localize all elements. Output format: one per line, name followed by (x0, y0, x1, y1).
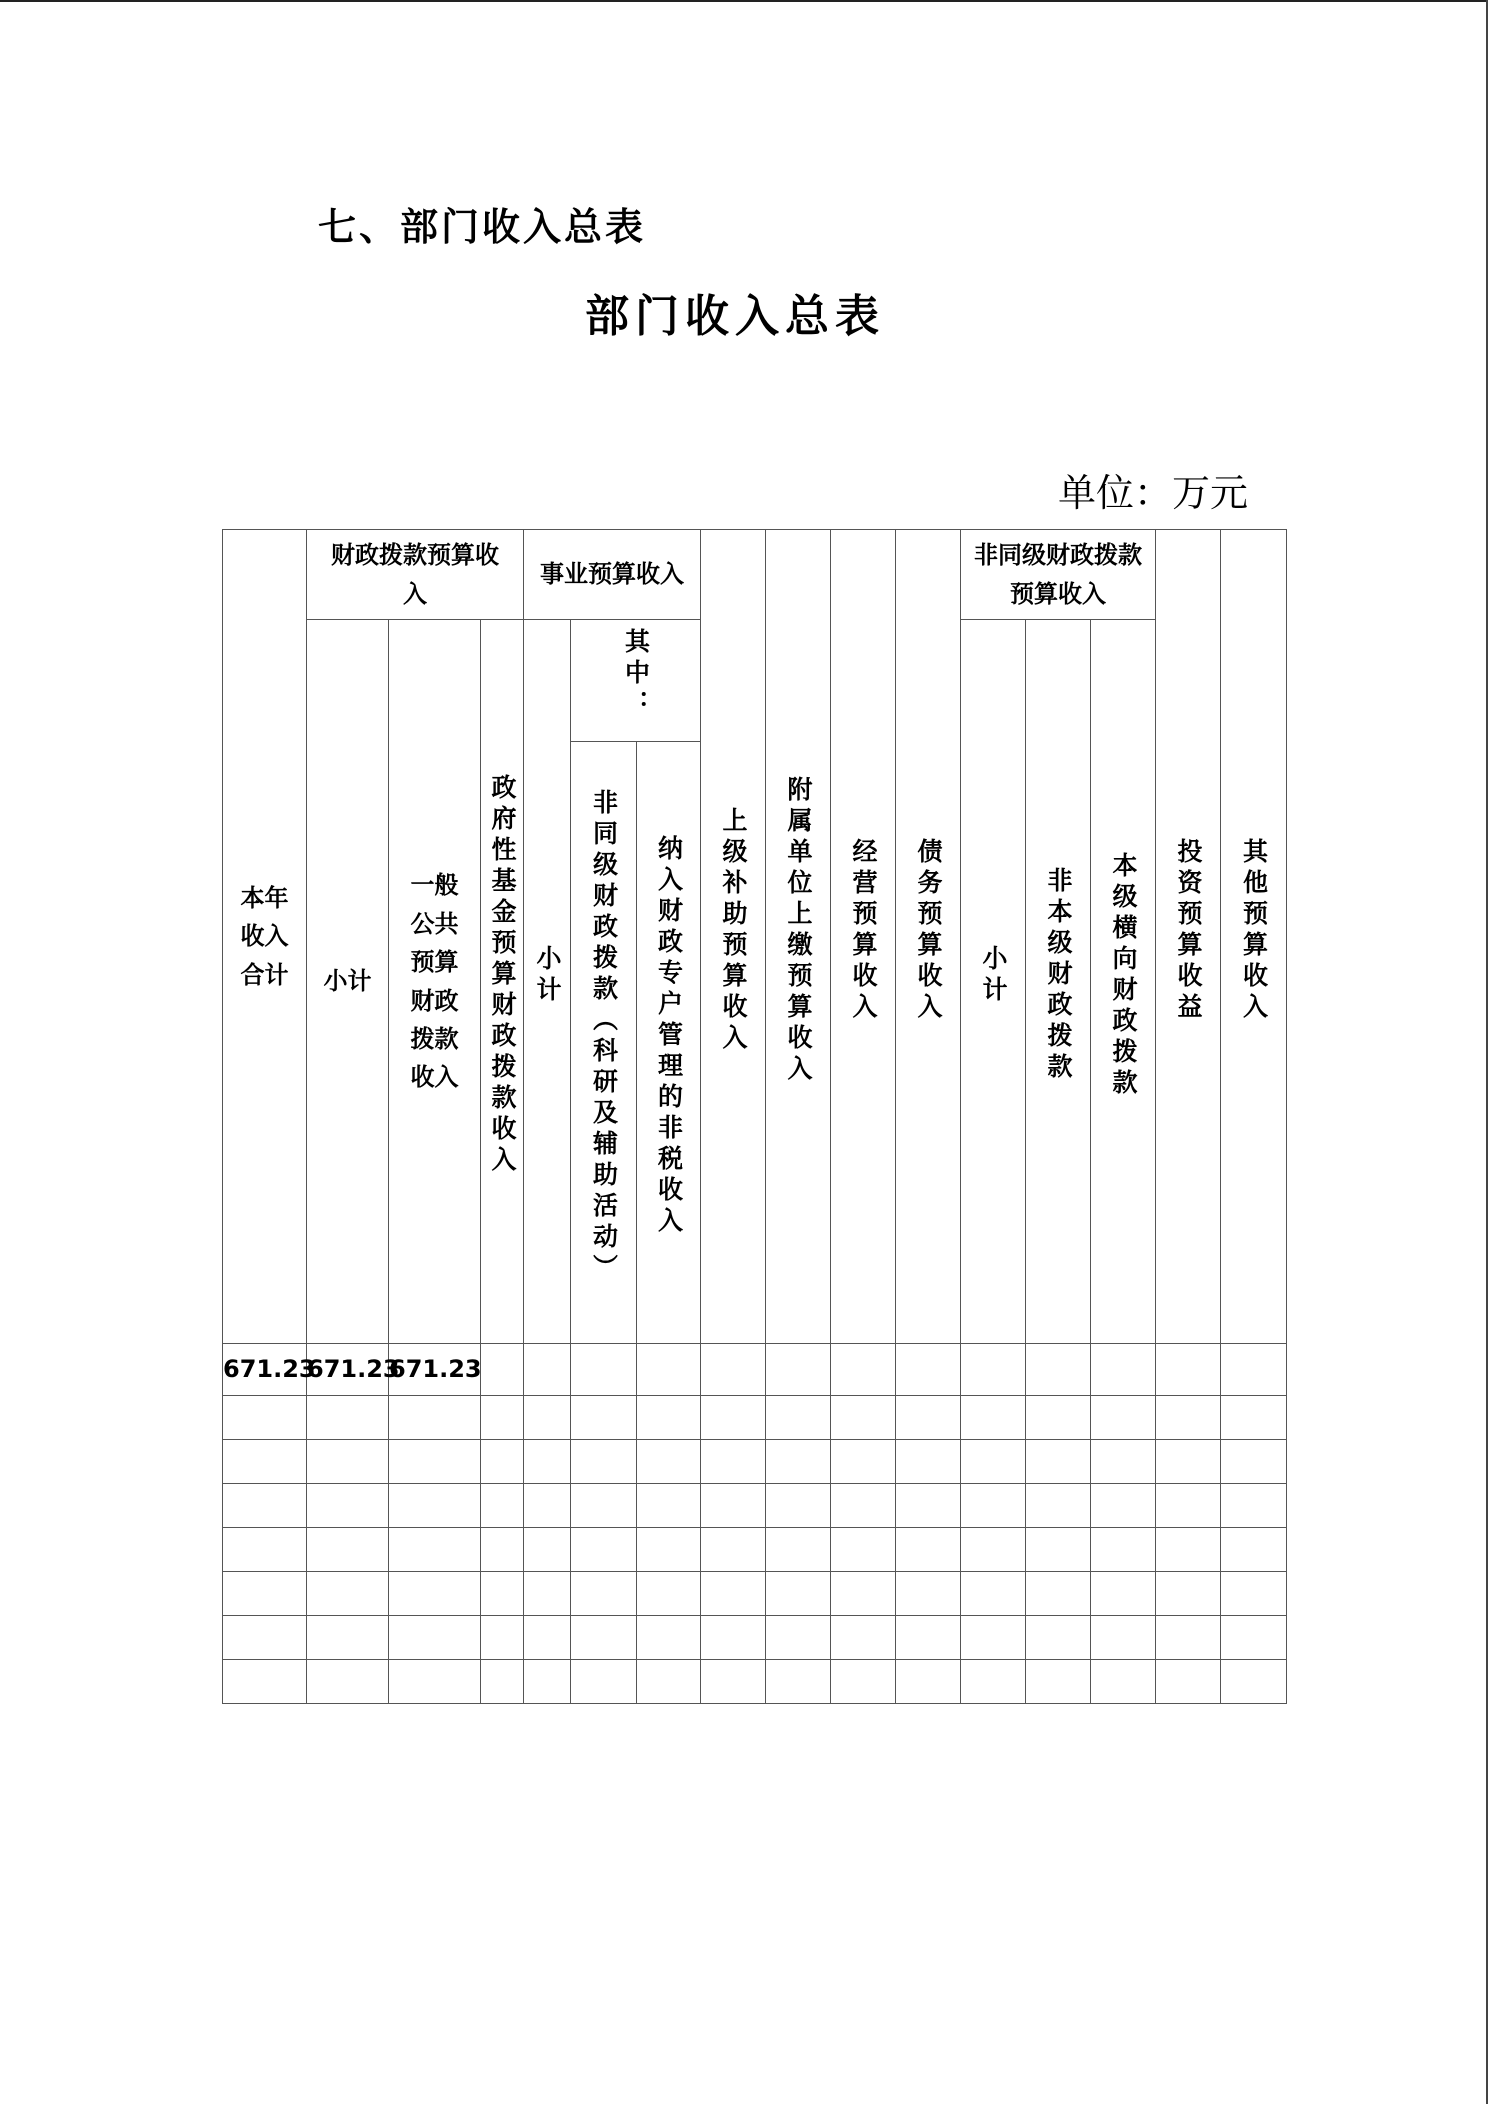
cell (961, 1572, 1026, 1616)
cell (1026, 1616, 1091, 1660)
cell: 671.23 (389, 1344, 481, 1396)
cell (701, 1528, 766, 1572)
cell (1091, 1660, 1156, 1704)
cell (896, 1528, 961, 1572)
cell (1156, 1396, 1221, 1440)
unit-label: 单位：万元 (1057, 471, 1248, 515)
cell (307, 1572, 389, 1616)
cell (1091, 1484, 1156, 1528)
header-nonsame-subtotal (961, 620, 1026, 1344)
cell (1221, 1616, 1287, 1660)
cell (223, 1396, 307, 1440)
header-fiscal-general (389, 620, 481, 1344)
header-operating (831, 530, 896, 1344)
cell (389, 1616, 481, 1660)
cell (524, 1616, 571, 1660)
cell (1026, 1660, 1091, 1704)
cell (1221, 1344, 1287, 1396)
cell (896, 1440, 961, 1484)
cell (896, 1344, 961, 1396)
cell (1156, 1616, 1221, 1660)
cell (961, 1344, 1026, 1396)
header-fiscal-group-text: 财政拨款预算收入 (331, 541, 499, 608)
header-debt (896, 530, 961, 1344)
cell (896, 1572, 961, 1616)
cell (389, 1528, 481, 1572)
header-business-group (524, 530, 701, 620)
header-fiscal-subtotal (307, 620, 389, 1344)
header-nonsame-subtotal-text: 小计 (979, 944, 1009, 1007)
header-superior-subsidy (701, 530, 766, 1344)
cell (481, 1528, 524, 1572)
cell (524, 1528, 571, 1572)
cell (389, 1440, 481, 1484)
header-affiliated-remit-text: 附属单位上缴预算收入 (784, 775, 814, 1086)
header-business-nonlevel (571, 742, 637, 1344)
cell (223, 1660, 307, 1704)
cell (389, 1396, 481, 1440)
cell (1156, 1344, 1221, 1396)
header-total-text: 本年收入合计 (240, 883, 289, 989)
cell (1221, 1440, 1287, 1484)
cell (1026, 1396, 1091, 1440)
header-nonsame-group (961, 530, 1156, 620)
cell (766, 1660, 831, 1704)
header-business-of-which (571, 620, 701, 742)
cell (223, 1528, 307, 1572)
cell (701, 1344, 766, 1396)
cell (637, 1396, 701, 1440)
cell (896, 1616, 961, 1660)
cell (766, 1396, 831, 1440)
header-nonsame-horizontal (1091, 620, 1156, 1344)
cell (571, 1528, 637, 1572)
cell (571, 1484, 637, 1528)
cell (637, 1660, 701, 1704)
cell (481, 1616, 524, 1660)
cell (307, 1396, 389, 1440)
header-fiscal-general-text: 一般公共预算财政拨款收入 (410, 871, 459, 1092)
header-business-subtotal (524, 620, 571, 1344)
cell (571, 1660, 637, 1704)
cell (831, 1344, 896, 1396)
cell (896, 1396, 961, 1440)
cell (961, 1660, 1026, 1704)
cell (481, 1344, 524, 1396)
header-fiscal-fund (481, 620, 524, 1344)
cell (524, 1396, 571, 1440)
cell (766, 1484, 831, 1528)
cell (766, 1572, 831, 1616)
cell (766, 1440, 831, 1484)
page-top-border (0, 0, 1488, 2)
cell (307, 1440, 389, 1484)
cell (1156, 1528, 1221, 1572)
cell (1156, 1440, 1221, 1484)
cell (961, 1484, 1026, 1528)
header-debt-text: 债务预算收入 (914, 837, 944, 1024)
cell (701, 1396, 766, 1440)
cell (223, 1572, 307, 1616)
cell (766, 1528, 831, 1572)
table-row (223, 1484, 1287, 1528)
cell (1221, 1528, 1287, 1572)
cell (961, 1440, 1026, 1484)
cell (1156, 1484, 1221, 1528)
cell (831, 1660, 896, 1704)
cell (831, 1396, 896, 1440)
header-investment (1156, 530, 1221, 1344)
cell (701, 1660, 766, 1704)
cell (571, 1344, 637, 1396)
cell (307, 1616, 389, 1660)
table-row (223, 1396, 1287, 1440)
cell (1026, 1344, 1091, 1396)
cell (766, 1616, 831, 1660)
header-business-subtotal-text: 小计 (533, 944, 562, 1007)
cell (571, 1396, 637, 1440)
cell (961, 1528, 1026, 1572)
header-nonsame-nonlevel-text: 非本级财政拨款 (1044, 867, 1074, 1085)
cell (1091, 1616, 1156, 1660)
header-investment-text: 投资预算收益 (1174, 837, 1204, 1024)
cell (701, 1572, 766, 1616)
cell (1221, 1660, 1287, 1704)
cell (1221, 1396, 1287, 1440)
cell (524, 1572, 571, 1616)
cell (389, 1660, 481, 1704)
header-affiliated-remit (766, 530, 831, 1344)
cell (389, 1572, 481, 1616)
header-business-special-text: 纳入财政专户管理的非税收入 (654, 835, 684, 1239)
cell (481, 1440, 524, 1484)
table-row (223, 1616, 1287, 1660)
cell (481, 1484, 524, 1528)
cell (766, 1344, 831, 1396)
header-business-group-text: 事业预算收入 (540, 560, 684, 589)
cell (1026, 1528, 1091, 1572)
cell (831, 1616, 896, 1660)
cell (701, 1616, 766, 1660)
cell (571, 1616, 637, 1660)
cell (831, 1484, 896, 1528)
cell (524, 1440, 571, 1484)
cell: 671.23 (223, 1344, 307, 1396)
table-row (223, 1572, 1287, 1616)
header-superior-subsidy-text: 上级补助预算收入 (719, 806, 749, 1055)
cell (1156, 1660, 1221, 1704)
header-nonsame-nonlevel (1026, 620, 1091, 1344)
cell (1091, 1528, 1156, 1572)
cell (831, 1572, 896, 1616)
cell (307, 1528, 389, 1572)
cell (637, 1528, 701, 1572)
cell (481, 1396, 524, 1440)
header-fiscal-fund-text: 政府性基金预算财政拨款收入 (488, 774, 517, 1178)
cell (571, 1440, 637, 1484)
header-nonsame-horizontal-text: 本级横向财政拨款 (1109, 851, 1139, 1100)
cell (701, 1484, 766, 1528)
cell (389, 1484, 481, 1528)
cell (1026, 1484, 1091, 1528)
header-business-nonlevel-text: 非同级财政拨款（科研及辅助活动） (589, 788, 619, 1285)
cell (1091, 1572, 1156, 1616)
cell (637, 1616, 701, 1660)
cell (1091, 1344, 1156, 1396)
cell: 671.23 (307, 1344, 389, 1396)
cell (223, 1616, 307, 1660)
cell (637, 1440, 701, 1484)
cell (831, 1440, 896, 1484)
cell (1026, 1440, 1091, 1484)
cell (1221, 1572, 1287, 1616)
cell (1026, 1572, 1091, 1616)
cell (1221, 1484, 1287, 1528)
cell (637, 1572, 701, 1616)
cell (524, 1484, 571, 1528)
cell (1091, 1440, 1156, 1484)
table-row (223, 1660, 1287, 1704)
header-fiscal-group (307, 530, 524, 620)
table-title: 部门收入总表 (585, 291, 885, 342)
cell (637, 1484, 701, 1528)
header-operating-text: 经营预算收入 (849, 837, 879, 1024)
cell (637, 1344, 701, 1396)
header-business-of-which-text: 其中： (621, 628, 651, 722)
header-other-text: 其他预算收入 (1239, 837, 1269, 1024)
header-nonsame-group-text: 非同级财政拨款预算收入 (974, 541, 1143, 608)
cell (961, 1396, 1026, 1440)
header-business-special (637, 742, 701, 1344)
cell (1156, 1572, 1221, 1616)
cell (571, 1572, 637, 1616)
table-row (223, 1344, 1287, 1396)
cell (701, 1440, 766, 1484)
cell (481, 1572, 524, 1616)
table-row (223, 1528, 1287, 1572)
cell (524, 1344, 571, 1396)
cell (896, 1660, 961, 1704)
cell (307, 1660, 389, 1704)
table-row (223, 1440, 1287, 1484)
section-heading: 七、部门收入总表 (318, 205, 647, 249)
cell (223, 1484, 307, 1528)
header-other (1221, 530, 1287, 1344)
cell (896, 1484, 961, 1528)
income-summary-table (222, 529, 1287, 1704)
header-fiscal-subtotal-text: 小计 (323, 967, 372, 996)
cell (223, 1440, 307, 1484)
cell (831, 1528, 896, 1572)
cell (481, 1660, 524, 1704)
cell (524, 1660, 571, 1704)
cell (1091, 1396, 1156, 1440)
cell (961, 1616, 1026, 1660)
cell (307, 1484, 389, 1528)
header-total (223, 530, 307, 1344)
